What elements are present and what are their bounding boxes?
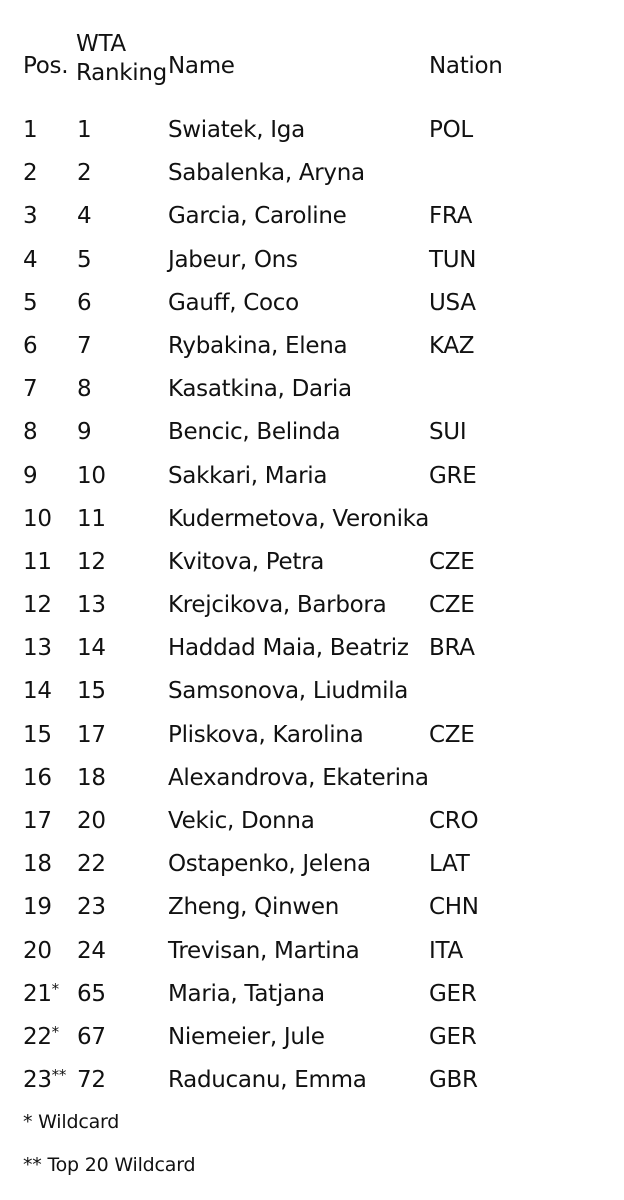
row-player-name: Sabalenka, Aryna bbox=[168, 160, 365, 187]
row-pos-number: 14 bbox=[23, 678, 52, 705]
row-wta-ranking: 24 bbox=[77, 937, 106, 964]
row-player-name: Kvitova, Petra bbox=[168, 548, 325, 575]
row-wta-ranking: 65 bbox=[77, 980, 106, 1007]
row-pos-number: 22 bbox=[23, 1023, 52, 1050]
row-nation: TUN bbox=[429, 246, 477, 273]
header-wta-ranking bbox=[76, 30, 167, 88]
row-nation: CZE bbox=[429, 721, 475, 748]
row-player-name: Krejcikova, Barbora bbox=[168, 592, 387, 619]
row-player-name: Garcia, Caroline bbox=[168, 203, 347, 230]
row-pos-number: 21 bbox=[23, 980, 52, 1007]
header-wta-ranking-line1: WTA bbox=[76, 31, 126, 57]
row-pos bbox=[23, 757, 52, 802]
row-player-name: Ostapenko, Jelena bbox=[168, 851, 371, 878]
row-nation: BRA bbox=[429, 635, 475, 662]
row-pos-number: 6 bbox=[23, 332, 38, 359]
row-wta-ranking: 5 bbox=[77, 246, 92, 273]
row-wta-ranking: 23 bbox=[77, 894, 106, 921]
row-pos-number: 10 bbox=[23, 505, 52, 532]
row-nation: GER bbox=[429, 1023, 477, 1050]
row-nation: LAT bbox=[429, 851, 470, 878]
row-player-name: Pliskova, Karolina bbox=[168, 721, 364, 748]
table-row bbox=[0, 1059, 624, 1102]
row-pos bbox=[23, 584, 52, 629]
row-wta-ranking: 72 bbox=[77, 1067, 106, 1094]
row-wta-ranking: 2 bbox=[77, 160, 92, 187]
row-pos-number: 5 bbox=[23, 289, 38, 316]
row-pos-number: 4 bbox=[23, 246, 38, 273]
row-nation: CRO bbox=[429, 808, 479, 834]
row-nation: CZE bbox=[429, 548, 475, 575]
table-row bbox=[0, 973, 624, 1016]
row-pos bbox=[23, 109, 37, 154]
row-nation: GRE bbox=[429, 462, 477, 489]
row-wildcard-mark: ** bbox=[51, 1066, 67, 1085]
row-pos bbox=[23, 498, 52, 543]
row-player-name: Swiatek, Iga bbox=[168, 117, 305, 143]
table-row bbox=[0, 541, 624, 584]
row-nation: USA bbox=[429, 289, 476, 316]
table-row bbox=[0, 670, 624, 713]
player-table bbox=[0, 109, 624, 1102]
footnote-top20-wildcard: ** Top 20 Wildcard bbox=[23, 1154, 196, 1176]
table-row bbox=[0, 152, 624, 195]
table-row bbox=[0, 584, 624, 627]
row-wta-ranking: 4 bbox=[77, 203, 92, 230]
row-wta-ranking: 15 bbox=[77, 678, 106, 705]
row-wta-ranking: 7 bbox=[77, 332, 92, 359]
row-pos-number: 16 bbox=[23, 764, 52, 791]
row-pos bbox=[23, 627, 52, 672]
row-wta-ranking: 13 bbox=[77, 592, 106, 619]
row-player-name: Kudermetova, Veronika bbox=[168, 505, 430, 532]
row-pos-number: 12 bbox=[23, 592, 52, 619]
table-row bbox=[0, 498, 624, 541]
row-nation: CHN bbox=[429, 894, 479, 921]
row-player-name: Gauff, Coco bbox=[168, 289, 299, 316]
row-pos-number: 11 bbox=[23, 548, 52, 575]
row-wildcard-mark: * bbox=[51, 1022, 59, 1041]
row-wta-ranking: 12 bbox=[77, 548, 106, 575]
table-row bbox=[0, 800, 624, 843]
row-pos bbox=[23, 973, 59, 1018]
row-wta-ranking: 14 bbox=[77, 635, 106, 662]
row-nation: ITA bbox=[429, 937, 463, 964]
table-row bbox=[0, 627, 624, 670]
row-pos bbox=[23, 455, 37, 500]
row-player-name: Vekic, Donna bbox=[168, 808, 315, 834]
table-row bbox=[0, 1016, 624, 1059]
table-row bbox=[0, 411, 624, 454]
row-nation: CZE bbox=[429, 592, 475, 619]
row-pos-number: 15 bbox=[23, 721, 52, 748]
row-nation: FRA bbox=[429, 203, 473, 230]
row-wta-ranking: 10 bbox=[77, 462, 106, 489]
row-pos-number: 8 bbox=[23, 419, 38, 446]
row-pos bbox=[23, 325, 37, 370]
row-pos-number: 19 bbox=[23, 894, 52, 921]
row-pos bbox=[23, 714, 52, 759]
row-player-name: Haddad Maia, Beatriz bbox=[168, 635, 409, 662]
row-nation: SUI bbox=[429, 419, 467, 446]
row-wildcard-mark: * bbox=[51, 979, 59, 998]
header-wta-ranking-line2: Ranking bbox=[76, 60, 167, 86]
row-pos bbox=[23, 282, 37, 327]
header-nation: Nation bbox=[429, 53, 503, 79]
row-pos bbox=[23, 843, 52, 888]
row-pos bbox=[23, 411, 37, 456]
table-row bbox=[0, 757, 624, 800]
table-row bbox=[0, 195, 624, 238]
footnote-wildcard: * Wildcard bbox=[23, 1111, 120, 1133]
row-wta-ranking: 9 bbox=[77, 419, 92, 446]
row-player-name: Sakkari, Maria bbox=[168, 462, 328, 489]
header-name: Name bbox=[168, 53, 235, 79]
row-pos bbox=[23, 541, 52, 586]
table-row bbox=[0, 239, 624, 282]
row-wta-ranking: 1 bbox=[77, 117, 92, 143]
table-row bbox=[0, 282, 624, 325]
row-wta-ranking: 17 bbox=[77, 721, 106, 748]
row-player-name: Alexandrova, Ekaterina bbox=[168, 764, 429, 791]
row-wta-ranking: 18 bbox=[77, 764, 106, 791]
row-player-name: Samsonova, Liudmila bbox=[168, 678, 409, 705]
row-wta-ranking: 8 bbox=[77, 376, 92, 403]
row-pos-number: 2 bbox=[23, 160, 38, 187]
row-pos-number: 18 bbox=[23, 851, 52, 878]
row-pos-number: 13 bbox=[23, 635, 52, 662]
row-pos-number: 3 bbox=[23, 203, 38, 230]
row-pos-number: 23 bbox=[23, 1067, 52, 1094]
row-wta-ranking: 6 bbox=[77, 289, 92, 316]
table-row bbox=[0, 930, 624, 973]
row-player-name: Rybakina, Elena bbox=[168, 332, 348, 359]
row-nation: GER bbox=[429, 980, 477, 1007]
row-pos bbox=[23, 670, 52, 715]
row-player-name: Bencic, Belinda bbox=[168, 419, 341, 446]
row-pos bbox=[23, 195, 37, 240]
row-player-name: Raducanu, Emma bbox=[168, 1067, 367, 1094]
row-pos-number: 7 bbox=[23, 376, 38, 403]
row-wta-ranking: 67 bbox=[77, 1023, 106, 1050]
table-row bbox=[0, 886, 624, 929]
row-player-name: Niemeier, Jule bbox=[168, 1023, 325, 1050]
row-wta-ranking: 22 bbox=[77, 851, 106, 878]
row-pos-number: 1 bbox=[23, 117, 38, 143]
header-pos: Pos. bbox=[23, 53, 69, 79]
table-row bbox=[0, 325, 624, 368]
row-wta-ranking: 20 bbox=[77, 808, 106, 834]
row-player-name: Kasatkina, Daria bbox=[168, 376, 352, 403]
table-row bbox=[0, 368, 624, 411]
row-pos bbox=[23, 239, 37, 284]
row-pos bbox=[23, 886, 52, 931]
table-row bbox=[0, 109, 624, 152]
table-header bbox=[0, 0, 624, 108]
row-wta-ranking: 11 bbox=[77, 505, 106, 532]
row-pos-number: 9 bbox=[23, 462, 38, 489]
table-row bbox=[0, 714, 624, 757]
table-row bbox=[0, 843, 624, 886]
table-row bbox=[0, 455, 624, 498]
row-pos bbox=[23, 1016, 59, 1061]
row-pos-number: 20 bbox=[23, 937, 52, 964]
row-pos-number: 17 bbox=[23, 808, 52, 834]
row-player-name: Zheng, Qinwen bbox=[168, 894, 339, 921]
row-pos bbox=[23, 800, 52, 845]
row-pos bbox=[23, 152, 37, 197]
row-nation: POL bbox=[429, 117, 473, 143]
row-nation: GBR bbox=[429, 1067, 478, 1094]
row-player-name: Trevisan, Martina bbox=[168, 937, 360, 964]
row-pos bbox=[23, 368, 37, 413]
row-player-name: Jabeur, Ons bbox=[168, 246, 298, 273]
row-player-name: Maria, Tatjana bbox=[168, 980, 325, 1007]
row-nation: KAZ bbox=[429, 332, 475, 359]
row-pos bbox=[23, 1059, 66, 1104]
row-pos bbox=[23, 930, 52, 975]
